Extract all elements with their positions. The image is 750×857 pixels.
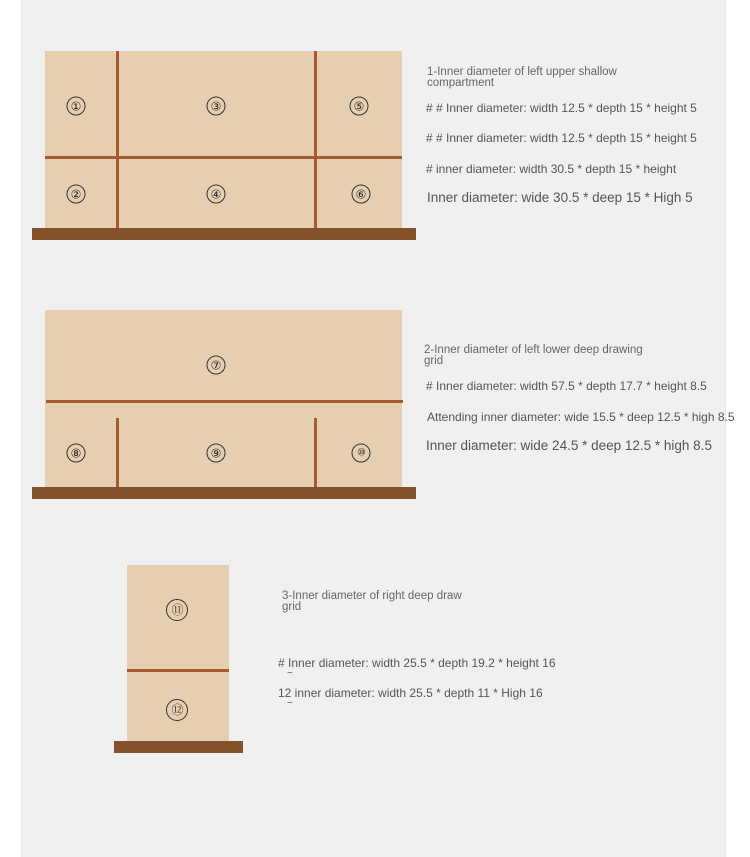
section-3-title: 3-Inner diameter of right deep draw grid xyxy=(282,590,462,613)
section-1-line-1: # # Inner diameter: width 12.5 * depth 15 * height 5 xyxy=(426,101,697,115)
horizontal-divider xyxy=(127,669,229,672)
compartment-label-8: ⑧ xyxy=(67,444,86,463)
compartment-label-1: ① xyxy=(67,97,86,116)
cabinet-body-2 xyxy=(45,310,402,487)
tilde-mark-1: ~ xyxy=(287,668,293,679)
section-1-line-2: # # Inner diameter: width 12.5 * depth 15 * height 5 xyxy=(426,131,697,145)
tilde-mark-2: ~ xyxy=(287,698,293,709)
section-1-line-4: Inner diameter: wide 30.5 * deep 15 * High 5 xyxy=(427,190,693,205)
compartment-label-11: ⑪ xyxy=(166,599,188,621)
compartment-label-5: ⑤ xyxy=(350,97,369,116)
cabinet-base-1 xyxy=(32,228,416,240)
section-2-line-3: Inner diameter: wide 24.5 * deep 12.5 * high 8.5 xyxy=(426,438,712,453)
compartment-label-3: ③ xyxy=(207,97,226,116)
section-2-line-1: # Inner diameter: width 57.5 * depth 17.7 * height 8.5 xyxy=(426,379,707,393)
vertical-divider-left xyxy=(116,418,119,487)
compartment-label-9: ⑨ xyxy=(207,444,226,463)
compartment-label-6: ⑥ xyxy=(352,185,371,204)
vertical-divider-right xyxy=(314,418,317,487)
section-1-line-3: # inner diameter: width 30.5 * depth 15 * height xyxy=(426,162,677,176)
cabinet-base-2 xyxy=(32,487,416,499)
compartment-label-10: ⑩ xyxy=(352,444,371,463)
section-2-line-2: Attending inner diameter: wide 15.5 * deep 12.5 * high 8.5 xyxy=(427,410,735,424)
compartment-label-12: ⑫ xyxy=(166,699,188,721)
cabinet-body-1 xyxy=(45,51,402,228)
section-3-line-1: # Inner diameter: width 25.5 * depth 19.2 * height 16 xyxy=(278,656,556,670)
compartment-label-2: ② xyxy=(67,185,86,204)
cabinet-base-3 xyxy=(114,741,243,753)
horizontal-divider xyxy=(45,156,402,159)
compartment-label-7: ⑦ xyxy=(207,356,226,375)
compartment-label-4: ④ xyxy=(207,185,226,204)
vertical-divider-left xyxy=(116,51,119,228)
section-3-line-2: 12 inner diameter: width 25.5 * depth 11 * High 16 xyxy=(278,686,543,700)
vertical-divider-right xyxy=(314,51,317,228)
horizontal-divider xyxy=(46,400,403,403)
section-2-title: 2-Inner diameter of left lower deep drawing grid xyxy=(424,344,643,367)
section-1-title: 1-Inner diameter of left upper shallow compartment xyxy=(427,66,617,89)
